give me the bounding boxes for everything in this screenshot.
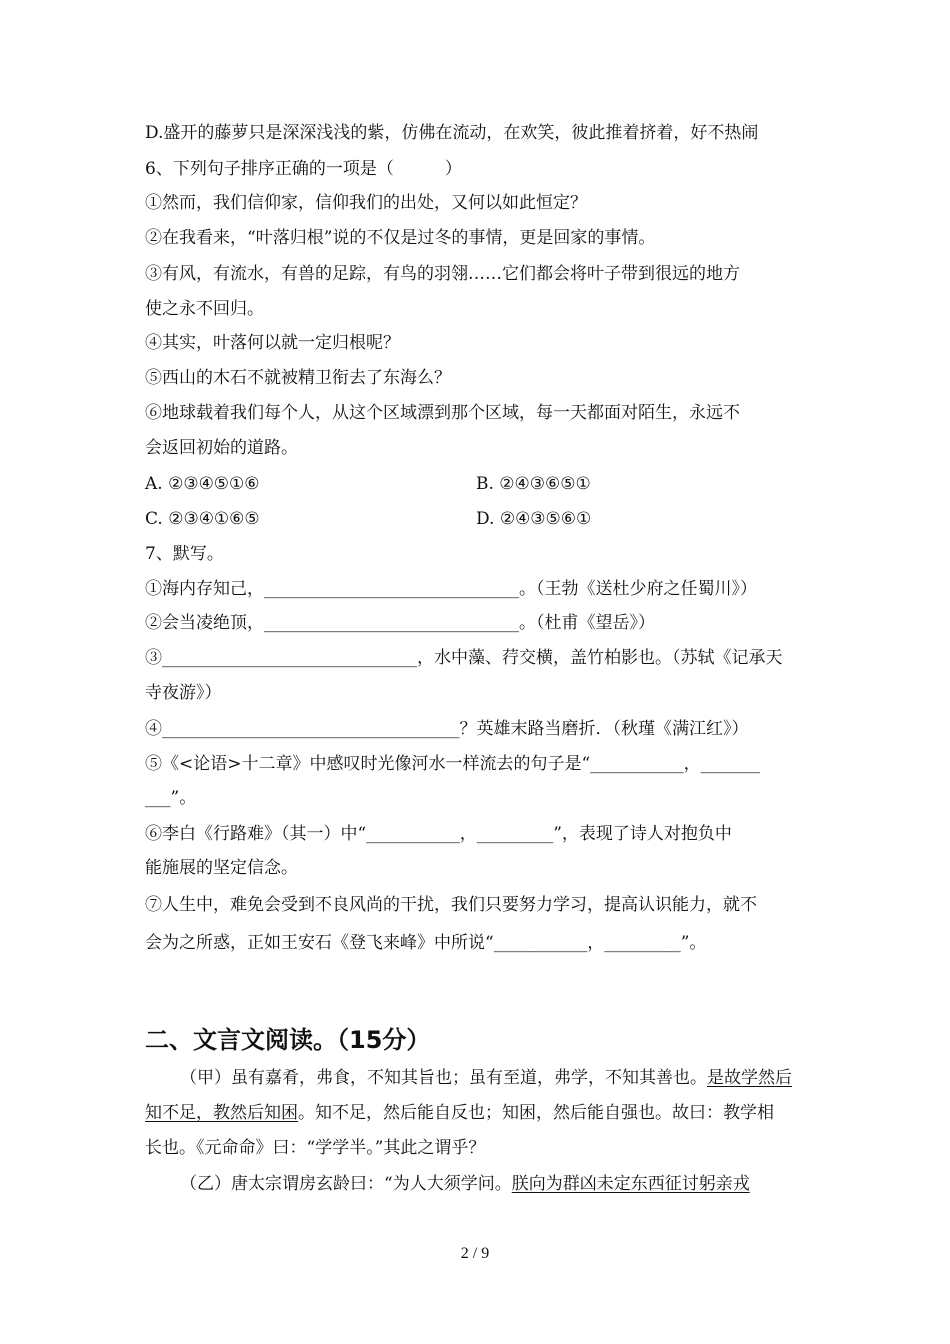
question-7-stem: 7、默写。 bbox=[145, 544, 224, 564]
sentence-3-line1: ③有风，有流水，有兽的足踪，有鸟的羽翎……它们都会将叶子带到很远的地方 bbox=[145, 264, 740, 284]
dictation-4: ④___________________________________？英雄末路当磨折．（秋瑾《满江红》） bbox=[145, 719, 749, 739]
question-6-stem: 6、下列句子排序正确的一项是（ ） bbox=[145, 159, 462, 179]
dictation-5-line2: ___”。 bbox=[145, 788, 197, 808]
sentence-5: ⑤西山的木石不就被精卫衔去了东海么？ bbox=[145, 368, 451, 388]
passage-jia-line3: 长也。《元命命》曰：“学学半。”其此之谓乎？ bbox=[145, 1138, 486, 1158]
sentence-3-line2: 使之永不回归。 bbox=[145, 299, 264, 319]
option-a: A. ②③④⑤①⑥ bbox=[145, 474, 260, 494]
passage-yi-line1: （乙）唐太宗谓房玄龄曰：“为人大须学问。朕向为群凶未定东西征讨躬亲戎 bbox=[180, 1174, 750, 1194]
passage-jia-line1: （甲）虽有嘉肴，弗食，不知其旨也；虽有至道，弗学，不知其善也。是故学然后 bbox=[180, 1068, 792, 1088]
option-d: D. ②④③⑤⑥① bbox=[476, 509, 592, 529]
option-d-previous: D.盛开的藤萝只是深深浅浅的紫，仿佛在流动，在欢笑，彼此推着挤着，好不热闹 bbox=[145, 123, 759, 143]
page-number: 2 / 9 bbox=[460, 1245, 490, 1262]
passage-jia-line2: 知不足，教然后知困。知不足，然后能自反也；知困，然后能自强也。故曰：教学相 bbox=[145, 1103, 774, 1123]
sentence-1: ①然而，我们信仰家，信仰我们的出处，又何以如此恒定？ bbox=[145, 193, 587, 213]
sentence-4: ④其实，叶落何以就一定归根呢？ bbox=[145, 333, 400, 353]
dictation-7-line1: ⑦人生中，难免会受到不良风尚的干扰，我们只要努力学习，提高认识能力，就不 bbox=[145, 895, 757, 915]
dictation-6-line2: 能施展的坚定信念。 bbox=[145, 858, 298, 878]
dictation-5-line1: ⑤《<论语>十二章》中感叹时光像河水一样流去的句子是“___________，_______ bbox=[145, 754, 761, 774]
option-c: C. ②③④①⑥⑤ bbox=[145, 509, 260, 529]
sentence-6-line2: 会返回初始的道路。 bbox=[145, 438, 298, 458]
dictation-3-line2: 寺夜游》） bbox=[145, 683, 222, 703]
dictation-2: ②会当凌绝顶，______________________________。（杜甫《望岳》） bbox=[145, 613, 655, 633]
dictation-6-line1: ⑥李白《行路难》（其一）中“___________，_________”，表现了诗人对抱负中 bbox=[145, 824, 732, 844]
sentence-6-line1: ⑥地球载着我们每个人，从这个区域漂到那个区域，每一天都面对陌生，永远不 bbox=[145, 403, 740, 423]
dictation-3-line1: ③______________________________，水中藻、荇交横，盖竹柏影也。（苏轼《记承天 bbox=[145, 648, 783, 668]
sentence-2: ②在我看来，“叶落归根”说的不仅是过冬的事情，更是回家的事情。 bbox=[145, 228, 656, 248]
dictation-1: ①海内存知己，______________________________。（王勃《送杜少府之任蜀川》） bbox=[145, 579, 757, 599]
dictation-7-line2: 会为之所惑，正如王安石《登飞来峰》中所说“___________，_________”。 bbox=[145, 933, 707, 953]
section-2-title: 二、文言文阅读。（15分） bbox=[145, 1026, 431, 1054]
option-b: B. ②④③⑥⑤① bbox=[476, 474, 591, 494]
